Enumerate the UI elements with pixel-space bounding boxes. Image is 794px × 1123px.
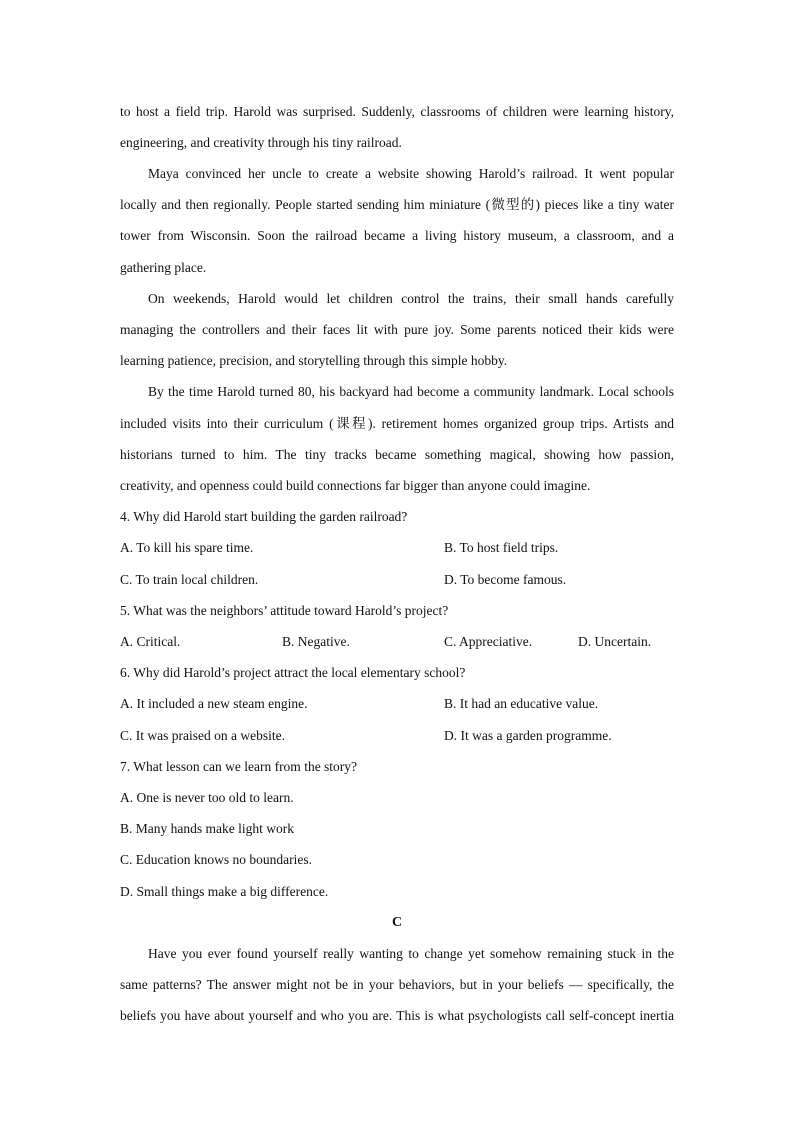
passage-line: Have you ever found yourself really wanting to change yet somehow remaining stuck in the [148, 946, 674, 961]
answer-option: A. Critical. [120, 634, 181, 649]
passage-line: gathering place. [120, 260, 207, 275]
answer-option: B. It had an educative value. [444, 696, 599, 711]
answer-option: C. It was praised on a website. [120, 728, 285, 743]
passage-line: tower from Wisconsin. Soon the railroad became a living history museum, a classroom, and a [120, 228, 674, 243]
question-stem: 4. Why did Harold start building the garden railroad? [120, 509, 408, 524]
question-stem: 7. What lesson can we learn from the story? [120, 759, 358, 774]
question-stem: 6. Why did Harold’s project attract the local elementary school? [120, 665, 466, 680]
passage-line: beliefs you have about yourself and who you are. This is what psychologists call self-concept inertia [120, 1008, 674, 1023]
passage-line: managing the controllers and their faces lit with pure joy. Some parents noticed their kids were [120, 322, 674, 337]
question-stem: 5. What was the neighbors’ attitude toward Harold’s project? [120, 603, 449, 618]
passage-line: By the time Harold turned 80, his backyard had become a community landmark. Local schools [148, 384, 674, 399]
passage-line: Maya convinced her uncle to create a website showing Harold’s railroad. It went popular [148, 166, 674, 181]
passage-line: learning patience, precision, and storytelling through this simple hobby. [120, 353, 508, 368]
passage-line: engineering, and creativity through his tiny railroad. [120, 135, 402, 150]
answer-option: D. Uncertain. [578, 634, 652, 649]
passage-line: creativity, and openness could build connections far bigger than anyone could imagine. [120, 478, 591, 493]
answer-option: C. Appreciative. [444, 634, 533, 649]
passage-line: On weekends, Harold would let children control the trains, their small hands carefully [148, 291, 674, 306]
answer-option: A. To kill his spare time. [120, 540, 254, 555]
passage-line: historians turned to him. The tiny tracks became something magical, showing how passion, [120, 447, 674, 462]
answer-option: A. One is never too old to learn. [120, 790, 294, 805]
answer-option: C. To train local children. [120, 572, 259, 587]
answer-option: D. Small things make a big difference. [120, 884, 329, 899]
answer-option: D. It was a garden programme. [444, 728, 612, 743]
answer-option: A. It included a new steam engine. [120, 696, 308, 711]
passage-line: locally and then regionally. People started sending him miniature (微型的) pieces like a tiny water [120, 197, 674, 212]
passage-line: same patterns? The answer might not be in your behaviors, but in your beliefs — specifically, the [120, 977, 674, 992]
section-heading: C [391, 915, 403, 930]
answer-option: B. To host field trips. [444, 540, 559, 555]
answer-option: D. To become famous. [444, 572, 567, 587]
passage-line: to host a field trip. Harold was surprised. Suddenly, classrooms of children were learning history, [120, 104, 674, 119]
answer-option: C. Education knows no boundaries. [120, 852, 312, 867]
answer-option: B. Many hands make light work [120, 821, 294, 836]
answer-option: B. Negative. [282, 634, 350, 649]
passage-line: included visits into their curriculum (课程). retirement homes organized group trips. Artists and [120, 416, 674, 431]
